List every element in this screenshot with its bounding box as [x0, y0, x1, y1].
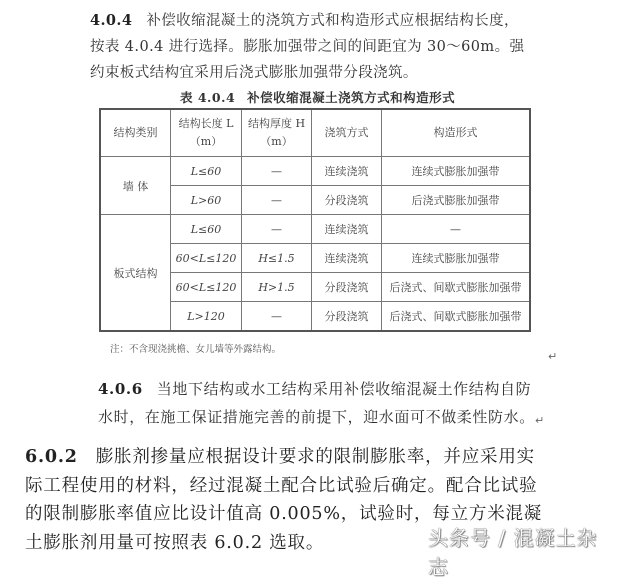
- header-structure-length: 结构长度 L （m）: [171, 109, 242, 157]
- return-mark-icon: ↵: [548, 350, 558, 363]
- cell-length: L≤60: [171, 215, 242, 244]
- section-6-0-2-line-2: 际工程使用的材料，经过混凝土配合比试验后确定。配合比试验: [25, 475, 538, 496]
- table-header-row: [100, 109, 530, 157]
- cell-thickness: H≤1.5: [242, 244, 312, 273]
- section-4-0-6: [98, 375, 535, 431]
- cell-form: —: [382, 215, 531, 244]
- cell-length: 60<L≤120: [171, 244, 242, 273]
- cell-length: 60<L≤120: [171, 273, 242, 302]
- cell-thickness: —: [242, 157, 312, 186]
- watermark: 头条号 / 混凝土杂志: [428, 526, 598, 579]
- cell-thickness: H>1.5: [242, 273, 312, 302]
- section-4-0-6-line-1: 4.0.6 当地下结构或水工结构采用补偿收缩混凝土作结构自防: [98, 380, 532, 398]
- section-4-0-4: [90, 8, 524, 86]
- table-number: 表 4.0.4: [180, 90, 236, 105]
- cell-method: 分段浇筑: [312, 186, 382, 215]
- cell-form: 连续式膨胀加强带: [382, 157, 531, 186]
- table-row: [100, 215, 530, 244]
- cell-thickness: —: [242, 302, 312, 332]
- section-4-0-4-line-2: 按表 4.0.4 进行选择。膨胀加强带之间的间距宜为 30～60m。强: [90, 39, 525, 55]
- category-wall: 墙 体: [100, 157, 171, 215]
- category-slab: 板式结构: [100, 215, 171, 332]
- cell-thickness: —: [242, 215, 312, 244]
- cell-form: 后浇式、间歇式膨胀加强带: [382, 273, 531, 302]
- section-number: 6.0.2: [25, 447, 78, 467]
- section-6-0-2-line-1: 6.0.2 膨胀剂掺量应根据设计要求的限制膨胀率，并应采用实: [25, 447, 535, 467]
- pouring-method-table: [99, 108, 531, 332]
- section-6-0-2-line-3: 的限制膨胀率值应比设计值高 0.005%，试验时，每立方米混凝: [25, 504, 543, 524]
- section-4-0-6-line-2: 水时，在施工保证措施完善的前提下，迎水面可不做柔性防水。: [98, 408, 535, 426]
- cell-length: L≤60: [171, 157, 242, 186]
- section-4-0-4-line-3: 约束板式结构宜采用后浇式膨胀加强带分段浇筑。: [90, 65, 418, 81]
- header-pouring-method: 浇筑方式: [312, 109, 382, 157]
- section-4-0-4-line-1: 4.0.4 补偿收缩混凝土的浇筑方式和构造形式应根据结构长度，: [90, 12, 519, 29]
- cell-length: L>120: [171, 302, 242, 332]
- cell-method: 分段浇筑: [312, 302, 382, 332]
- section-6-0-2-line-4: 土膨胀剂用量可按照表 6.0.2 选取。: [25, 532, 325, 553]
- section-number: 4.0.4: [90, 12, 133, 29]
- table-note: 注：不含现浇挑檐、女儿墙等外露结构。: [110, 344, 282, 355]
- header-structure-type: 结构类别: [100, 109, 171, 157]
- header-construction-form: 构造形式: [382, 109, 531, 157]
- cell-method: 分段浇筑: [312, 273, 382, 302]
- cell-thickness: —: [242, 186, 312, 215]
- header-structure-thickness: 结构厚度 H （m）: [242, 109, 312, 157]
- cell-method: 连续浇筑: [312, 157, 382, 186]
- return-mark-icon: ↵: [535, 414, 545, 427]
- cell-method: 连续浇筑: [312, 244, 382, 273]
- table-title: [180, 88, 455, 106]
- cell-method: 连续浇筑: [312, 215, 382, 244]
- cell-form: 后浇式膨胀加强带: [382, 186, 531, 215]
- table-row: [100, 157, 530, 186]
- cell-form: 后浇式、间歇式膨胀加强带: [382, 302, 531, 332]
- cell-length: L>60: [171, 186, 242, 215]
- table-title-text: 补偿收缩混凝土浇筑方式和构造形式: [247, 90, 456, 105]
- section-number: 4.0.6: [98, 380, 143, 398]
- cell-form: 连续式膨胀加强带: [382, 244, 531, 273]
